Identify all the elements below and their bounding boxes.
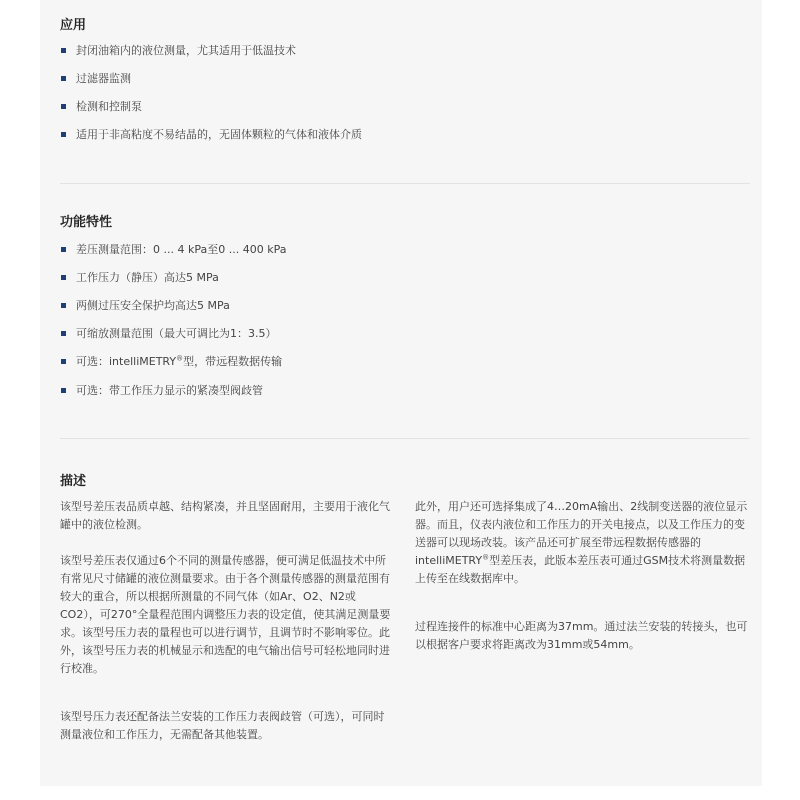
square-bullet-icon	[61, 359, 66, 364]
square-bullet-icon	[61, 104, 66, 109]
list-item: 差压测量范围：0 ... 4 kPa至0 ... 400 kPa	[60, 243, 286, 257]
list-item: 可缩放测量范围（最大可调比为1：3.5）	[60, 327, 286, 341]
features-list	[60, 243, 286, 398]
list-item: 两侧过压安全保护均高达5 MPa	[60, 299, 286, 313]
square-bullet-icon	[61, 132, 66, 137]
list-item: 适用于非高粘度不易结晶的，无固体颗粒的气体和液体介质	[60, 128, 362, 142]
square-bullet-icon	[61, 388, 66, 393]
description-left-paragraph-1: 该型号差压表品质卓越、结构紧凑，并且坚固耐用，主要用于液化气罐中的液位检测。	[60, 500, 390, 531]
description-right-paragraph-2: 过程连接件的标准中心距离为37mm。通过法兰安装的转接头，也可以根据客户要求将距离改为31mm或54mm。	[415, 620, 748, 651]
list-item: 可选：intelliMETRY®型，带远程数据传输	[60, 355, 286, 369]
square-bullet-icon	[61, 331, 66, 336]
description-right-paragraph-1: 此外，用户还可选择集成了4…20mA输出、2线制变送器的液位显示器。而且，仪表内液位和工作压力的开关电接点，以及工作压力的变送器可以现场改装。该产品还可扩展至带远程数据传感器的intelliMETRY®型差压表，此版本差压表可通过GSM技术将测量数据上传至在线数据库中。	[415, 500, 748, 585]
list-item: 工作压力（静压）高达5 MPa	[60, 271, 286, 285]
list-item: 检测和控制泵	[60, 100, 362, 114]
list-item: 封闭油箱内的液位测量，尤其适用于低温技术	[60, 44, 362, 58]
applications-list	[60, 44, 362, 142]
list-item: 过滤器监测	[60, 72, 362, 86]
description-left-paragraph-2: 该型号差压表仅通过6个不同的测量传感器，便可满足低温技术中所有常见尺寸储罐的液位测量要求。由于各个测量传感器的测量范围有较大的重合，所以根据所测量的不同气体（如Ar、O2、N2或CO2），可270°全量程范围内调整压力表的设定值，使其满足测量要求。该型号压力表的量程也可以进行调节，且调节时不影响零位。此外，该型号压力表的机械显示和选配的电气输出信号可轻松地同时进行校准。	[60, 554, 391, 675]
square-bullet-icon	[61, 48, 66, 53]
square-bullet-icon	[61, 247, 66, 252]
applications-heading: 应用	[60, 18, 87, 33]
description-heading: 描述	[60, 474, 87, 489]
description-left-paragraph-3: 该型号压力表还配备法兰安装的工作压力表阀歧管（可选），可同时测量液位和工作压力，无需配备其他装置。	[60, 710, 385, 741]
square-bullet-icon	[61, 275, 66, 280]
features-section	[60, 215, 286, 398]
square-bullet-icon	[61, 76, 66, 81]
applications-section	[60, 18, 362, 142]
square-bullet-icon	[61, 303, 66, 308]
features-heading: 功能特性	[60, 215, 113, 230]
section-divider	[60, 183, 750, 184]
section-divider	[60, 438, 750, 439]
list-item: 可选：带工作压力显示的紧凑型阀歧管	[60, 384, 286, 398]
